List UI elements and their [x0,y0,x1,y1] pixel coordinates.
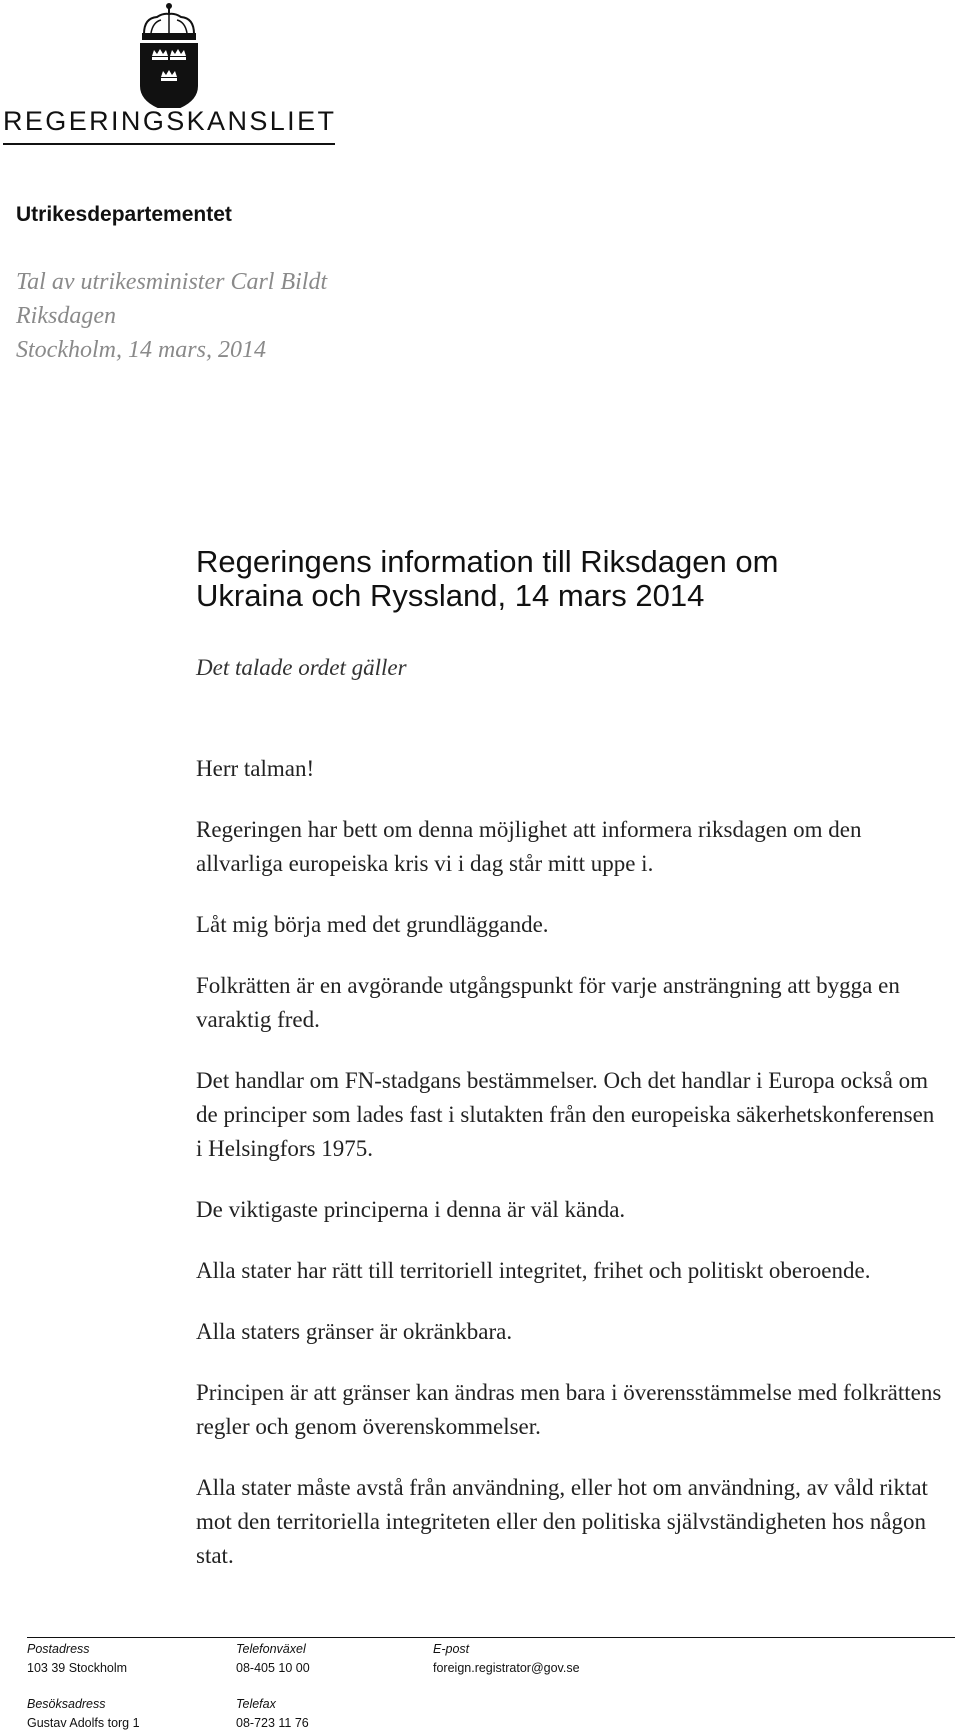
epost-value: foreign.registrator@gov.se [433,1661,580,1675]
paragraph: De viktigaste principerna i denna är väl kända. [196,1197,626,1222]
footer-phone-column [236,1640,310,1733]
paragraph: Regeringen har bett om denna möjlighet att informera riksdagen om den allvarliga europeiska kris vi i dag står mitt uppe i. [196,817,862,876]
title-line-2: Ukraina och Ryssland, 14 mars 2014 [196,578,705,613]
byline-speaker: Tal av utrikesminister Carl Bildt [16,269,328,295]
paragraph: Principen är att gränser kan ändras men bara i överensstämmelse med folkrättens regler och genom överenskommelser. [196,1380,942,1439]
telefax-value: 08-723 11 76 [236,1716,309,1730]
paragraph: Alla stater har rätt till territoriell integritet, frihet och politiskt oberoende. [196,1258,871,1283]
besoksadress-value: Gustav Adolfs torg 1 [27,1716,140,1730]
paragraph: Alla staters gränser är okränkbara. [196,1319,513,1344]
crown-shield-emblem-icon [3,0,335,108]
paragraph: Det handlar om FN-stadgans bestämmelser. Och det handlar i Europa också om de principer som lades fast i slutakten från den europeiska säkerhetskonferensen i Helsingfors 1975. [196,1068,935,1161]
postadress-label: Postadress [27,1642,90,1656]
document-title [196,545,936,613]
telefonvaxel-label: Telefonväxel [236,1642,306,1656]
paragraph: Alla stater måste avstå från användning, eller hot om användning, av våld riktat mot den territoriella integriteten eller den politiska självständigheten hos någon stat. [196,1475,928,1568]
footer-address-column [27,1640,140,1733]
besoksadress-label: Besöksadress [27,1697,106,1711]
postadress-value: 103 39 Stockholm [27,1661,128,1675]
paragraph: Folkrätten är en avgörande utgångspunkt för varje ansträngning att bygga en varaktig fred. [196,973,900,1032]
speech-byline [16,265,327,367]
paragraph: Herr talman! [196,756,315,781]
speech-body [196,752,946,1600]
footer-divider [27,1637,955,1638]
epost-label: E-post [433,1642,470,1656]
title-line-1: Regeringens information till Riksdagen om [196,544,779,579]
byline-venue: Riksdagen [16,303,116,329]
document-subtitle: Det talade ordet gäller [196,655,407,680]
logo-underline [3,143,335,145]
paragraph: Låt mig börja med det grundläggande. [196,912,549,937]
footer-email-column [433,1640,580,1678]
regeringskansliet-logo [3,0,335,148]
byline-place-date: Stockholm, 14 mars, 2014 [16,337,266,363]
telefax-label: Telefax [236,1697,276,1711]
telefonvaxel-value: 08-405 10 00 [236,1661,310,1675]
department-name: Utrikesdepartementet [16,203,232,226]
logo-wordmark: REGERINGSKANSLIET [3,106,337,136]
